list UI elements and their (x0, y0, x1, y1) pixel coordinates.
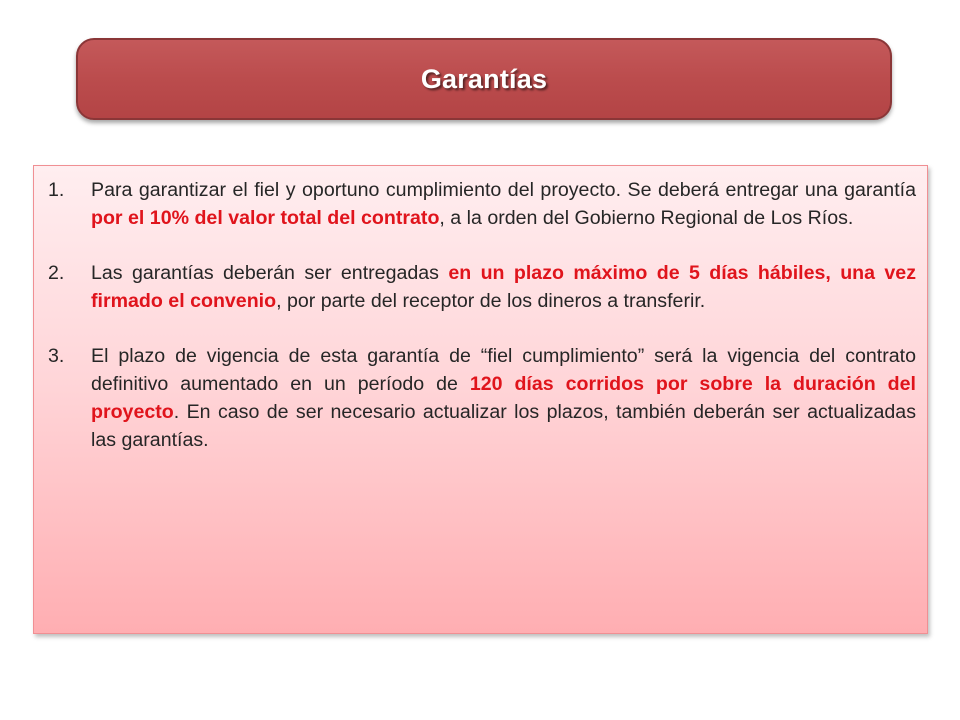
content-box (33, 165, 928, 634)
item-text-part: Para garantizar el fiel y oportuno cumplimiento del proyecto. Se deberá entregar una garantía (91, 179, 916, 201)
item-number: 2. (48, 262, 65, 284)
item-text-part: . En caso de ser necesario actualizar los plazos, también deberán ser actualizadas las garantías. (91, 401, 916, 451)
item-text-part: , por parte del receptor de los dineros a transferir. (276, 290, 706, 312)
item-highlight: en un plazo máximo de 5 días hábiles, una vez firmado el convenio (91, 262, 916, 312)
list-item (48, 342, 916, 454)
guarantee-list (48, 176, 916, 454)
item-text (91, 342, 916, 454)
item-highlight: 120 días corridos por sobre la duración del proyecto (91, 373, 916, 423)
list-item (48, 176, 916, 232)
item-number: 3. (48, 345, 65, 367)
item-text-part: , a la orden del Gobierno Regional de Los Ríos. (439, 207, 854, 229)
title-banner (76, 38, 892, 120)
item-number: 1. (48, 179, 65, 201)
item-text-part: Las garantías deberán ser entregadas (91, 262, 449, 284)
item-text (91, 259, 916, 315)
item-highlight: por el 10% del valor total del contrato (91, 207, 440, 229)
slide-title: Garantías (420, 63, 548, 94)
item-text-part: El plazo de vigencia de esta garantía de “fiel cumplimiento” será la vigencia del contrato definitivo aumentado en un período de (91, 345, 916, 395)
list-item (48, 259, 916, 315)
item-text (91, 176, 916, 232)
